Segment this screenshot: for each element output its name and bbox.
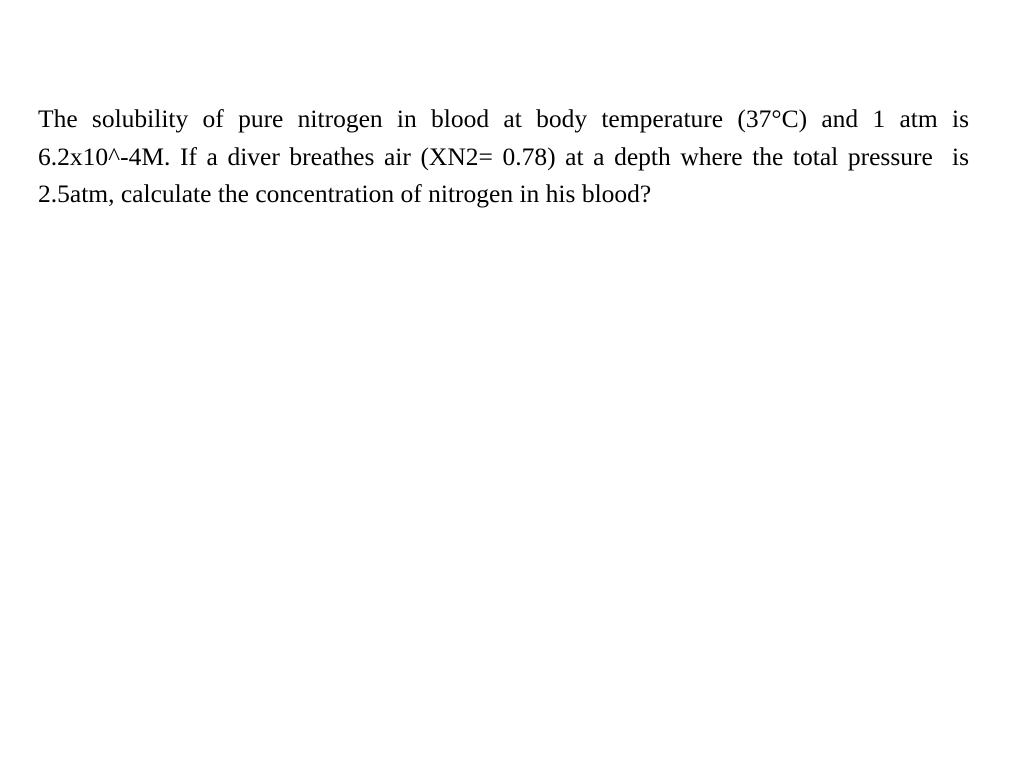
problem-text: The solubility of pure nitrogen in blood at body temperature (37°C) and 1 atm is 6.2x10^-4M. If a diver breathes air (XN2= 0.78) at a depth where the total pressure is 2.5atm, calculate the concentration of nitrogen in his blood? — [38, 104, 976, 208]
